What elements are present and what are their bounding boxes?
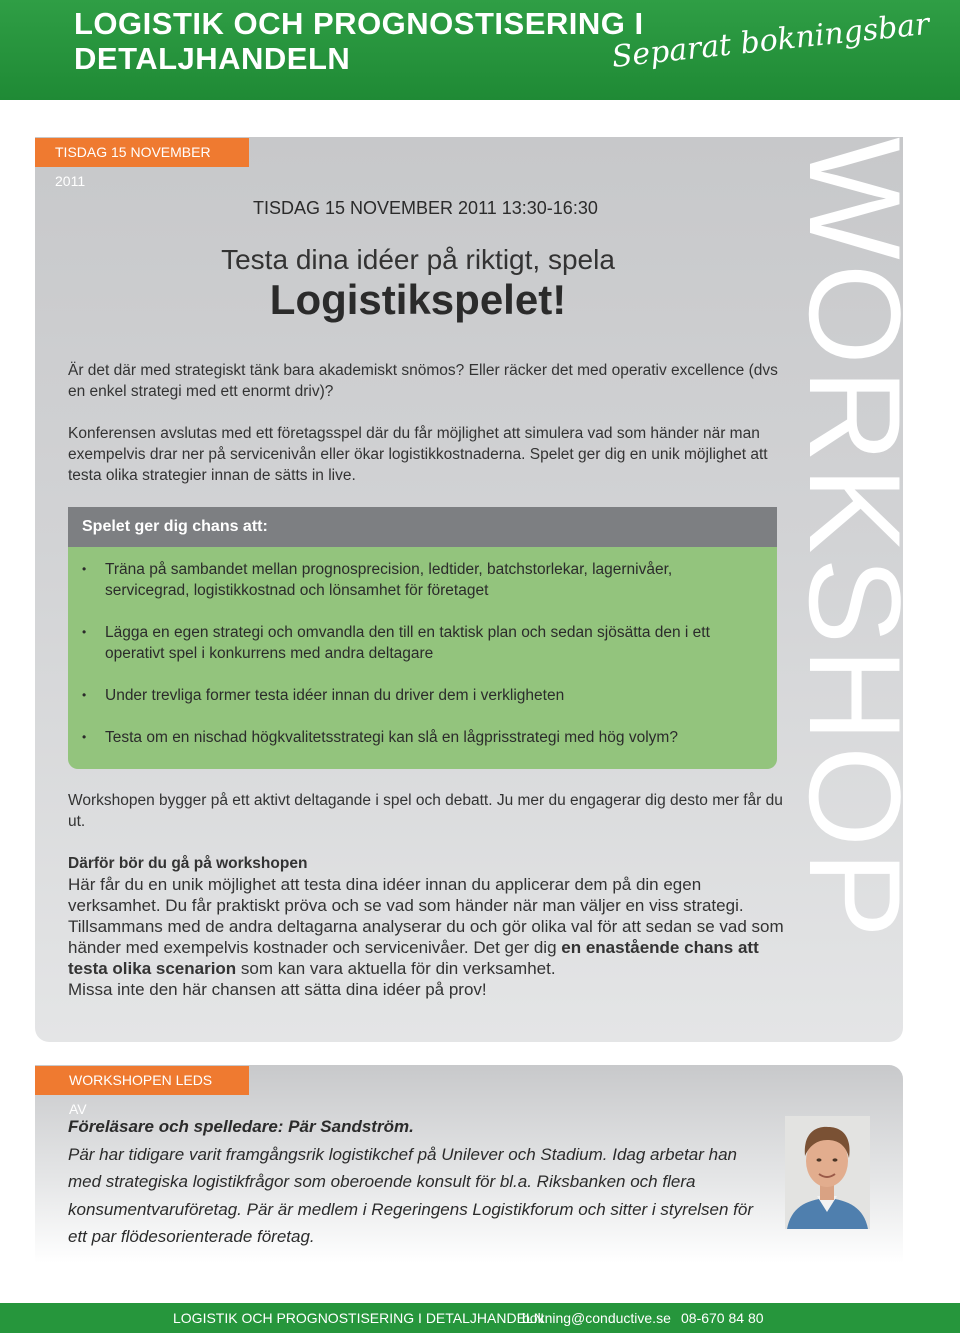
speaker-info [68, 1113, 768, 1251]
footer-bar [0, 1303, 960, 1333]
footer-phone: 08-670 84 80 [681, 1310, 764, 1326]
footer-title: LOGISTIK OCH PROGNOSTISERING I DETALJHANDELN [173, 1310, 544, 1326]
why-section [68, 853, 798, 1000]
conference-paragraph: Konferensen avslutas med ett företagsspel där du får möjlighet att simulera vad som händer när man exempelvis drar ner på servicenivån eller ökar logistikkostnaderna. Spelet ger dig en unik möjlighet att testa olika strategier innan de sätts in live. [68, 425, 768, 484]
participation-paragraph: Workshopen bygger på ett aktivt deltagande i spel och debatt. Ju mer du engagerar dig desto mer får du ut. [68, 792, 783, 830]
benefits-list [68, 547, 777, 748]
workshop-vertical-label [782, 137, 928, 942]
speaker-tab: WORKSHOPEN LEDS AV [35, 1066, 249, 1095]
why-text-a: Här får du en unik möjlighet att testa dina idéer innan du applicerar dem på din egen verksamhet. Du får praktiskt pröva och se vad som händer när man väljer en viss strategi. Tillsammans med de andra deltagarna analyserar du och gör olika val för att sedan se vad som händer med exempelvis kostnader och servicenivåer. Det ger dig [68, 875, 784, 957]
list-item: • Träna på sambandet mellan prognosprecision, ledtider, batchstorlekar, lagernivåer, servicegrad, logistikkostnad och lönsamhet för företaget [82, 559, 757, 601]
header-tagline: Separat bokningsbar [610, 6, 932, 75]
why-last-line: Missa inte den här chansen att sätta dina idéer på prov! [68, 980, 487, 999]
benefits-heading: Spelet ger dig chans att: [68, 507, 777, 547]
speaker-title: Föreläsare och spelledare: Pär Sandström. [68, 1117, 414, 1136]
headline-line1: Testa dina idéer på riktigt, spela [221, 244, 615, 275]
portrait-image [785, 1116, 870, 1229]
date-tab: TISDAG 15 NOVEMBER 2011 [35, 138, 249, 167]
date-time: TISDAG 15 NOVEMBER 2011 13:30-16:30 [253, 198, 598, 218]
headline-line2: Logistikspelet! [269, 276, 567, 323]
header-title: LOGISTIK OCH PROGNOSTISERING I DETALJHANDELN [74, 6, 644, 76]
footer-email[interactable]: bokning@conductive.se [522, 1310, 671, 1326]
workshop-vertical-text: WORKSHOP [782, 137, 928, 942]
list-item: • Under trevliga former testa idéer innan du driver dem i verkligheten [82, 685, 757, 706]
why-text-bold: en enastående chans att testa olika scenarion [68, 938, 759, 978]
why-text-b: som kan vara aktuella för din verksamhet. [240, 959, 556, 978]
header-banner [0, 0, 960, 100]
speaker-photo [785, 1116, 870, 1229]
benefits-box [68, 507, 777, 769]
why-heading: Därför bör du gå på workshopen [68, 855, 308, 872]
list-item: • Lägga en egen strategi och omvandla den till en taktisk plan och sedan sjösätta den i ett operativt spel i konkurrens med andra deltagare [82, 622, 757, 664]
intro-paragraph: Är det där med strategiskt tänk bara akademiskt snömos? Eller räcker det med operativ excellence (dvs en enkel strategi med ett enormt driv)? [68, 362, 778, 400]
speaker-bio: Pär har tidigare varit framgångsrik logistikchef på Unilever och Stadium. Idag arbetar han med strategiska logistikfrågor som oberoende konsult för bl.a. Riksbanken och flera konsumentvaruföretag. Pär är medlem i Regeringens Logistikforum och sitter i styrelsen för ett par flödesorienterade företag. [68, 1144, 754, 1246]
list-item: • Testa om en nischad högkvalitetsstrategi kan slå en lågprisstrategi med hög volym? [82, 727, 757, 748]
